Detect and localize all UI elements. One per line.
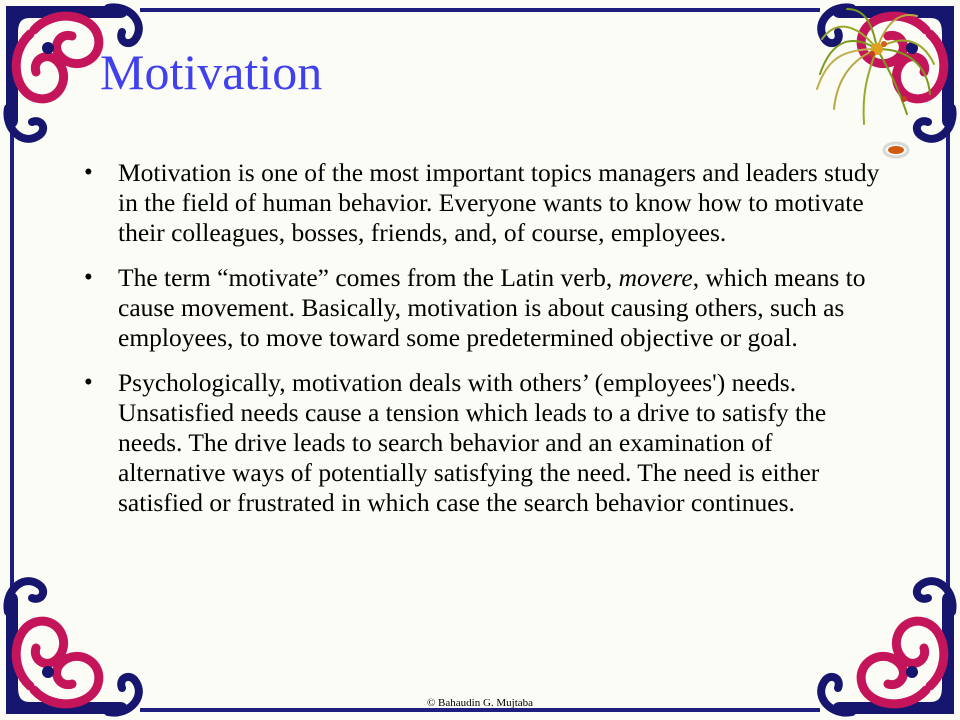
bullet-item: [80, 158, 880, 248]
bullet-item: [80, 263, 880, 353]
bullet-text-part: Psychologically, motivation deals with others’ (employees') needs. Unsatisfied needs cause a tension which leads to a drive to satisfy the needs. The drive leads to search behavior and an examination of alternative ways of potentially satisfying the need. The need is either satisfied or frustrated in which case the search behavior continues.: [118, 368, 827, 517]
bullet-text: [118, 368, 880, 518]
bullet-text-part: The term “motivate” comes from the Latin verb,: [118, 263, 619, 292]
bullet-item: [80, 368, 880, 518]
footer-copyright: © Bahaudin G. Mujtaba: [426, 697, 534, 709]
bullet-dot-icon: •: [84, 264, 93, 291]
bullet-list: [80, 158, 880, 533]
bullet-text: [118, 263, 880, 353]
bullet-text-part: Motivation is one of the most important topics managers and leaders study in the field of human behavior. Everyone wants to know how to motivate their colleagues, bosses, friends, and, of course, employees.: [118, 158, 880, 247]
bullet-text: [118, 158, 880, 248]
palm-flower-icon: [812, 4, 942, 164]
bullet-dot-icon: •: [84, 369, 93, 396]
bullet-text-italic: movere: [618, 263, 693, 292]
bullet-text-part: , which means to cause movement. Basically, motivation is about causing others, such as employees, to move toward some predetermined objective or goal.: [118, 263, 866, 352]
bullet-dot-icon: •: [84, 159, 93, 186]
slide-title: Motivation: [100, 44, 323, 100]
